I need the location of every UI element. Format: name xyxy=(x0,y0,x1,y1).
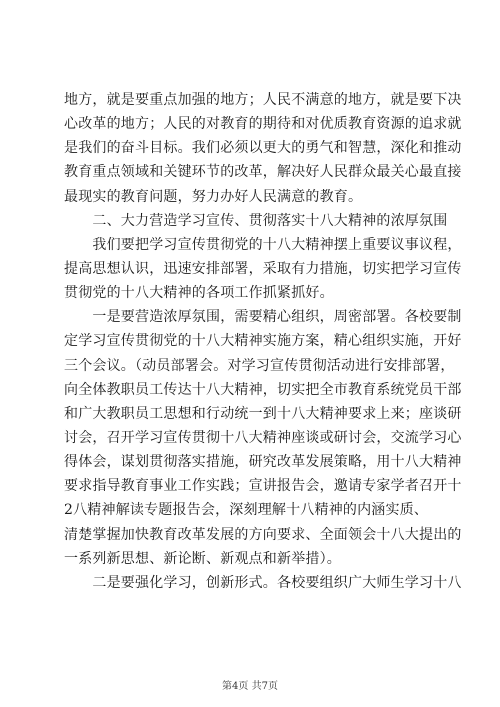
text-line: 向全体教职员工传达十八大精神，切实把全市教育系统党员干部 xyxy=(64,381,462,398)
text-line: 得体会，谋划贯彻落实措施，研究改革发展策略，用十八大精神 xyxy=(64,454,462,471)
text-line: 地方，就是要重点加强的地方；人民不满意的地方，就是要下决 xyxy=(64,92,462,108)
text-line: 心改革的地方；人民的对教育的期待和对优质教育资源的追求就 xyxy=(64,116,462,133)
text-line: 贯彻党的十八大精神的各项工作抓紧抓好。 xyxy=(64,285,334,302)
text-line: 一系列新思想、新论断、新观点和新举措）。 xyxy=(64,550,341,567)
text-line: 二是要强化学习，创新形式。各校要组织广大师生学习十八 xyxy=(64,574,462,591)
text-line: 一是要营造浓厚氛围，需要精心组织，周密部署。各校要制 xyxy=(64,309,462,326)
text-line: 讨会，召开学习宣传贯彻十八大精神座谈或研讨会，交流学习心 xyxy=(64,429,462,446)
text-line: 是我们的奋斗目标。我们必须以更大的勇气和智慧，深化和推动 xyxy=(64,140,462,157)
text-line: 我们要把学习宣传贯彻党的十八大精神摆上重要议事议程， xyxy=(64,236,462,253)
text-line: 定学习宣传贯彻党的十八大精神实施方案，精心组织实施，开好 xyxy=(64,333,462,350)
text-line: 要求指导教育事业工作实践；宣讲报告会，邀请专家学者召开十 xyxy=(64,478,462,495)
text-line: 和广大教职员工思想和行动统一到十八大精神要求上来；座谈研 xyxy=(64,405,462,422)
text-line: 教育重点领域和关键环节的改革，解决好人民群众最关心最直接 xyxy=(64,164,462,181)
text-line: 三个会议。（动员部署会。对学习宣传贯彻活动进行安排部署， xyxy=(64,357,455,374)
body-text xyxy=(64,88,462,595)
text-line: 清楚掌握加快教育改革发展的方向要求、全面领会十八大提出的 xyxy=(64,526,462,543)
section-heading: 二、大力营造学习宣传、贯彻落实十八大精神的浓厚氛围 xyxy=(64,212,448,229)
text-line: 提高思想认识，迅速安排部署，采取有力措施，切实把学习宣传 xyxy=(64,260,462,277)
page-number-footer: 第4页 共7页 xyxy=(222,681,278,692)
text-line: 2八精神解读专题报告会，深刻理解十八精神的内涵实质、 xyxy=(64,502,429,519)
text-line: 最现实的教育问题，努力办好人民满意的教育。 xyxy=(64,188,363,205)
